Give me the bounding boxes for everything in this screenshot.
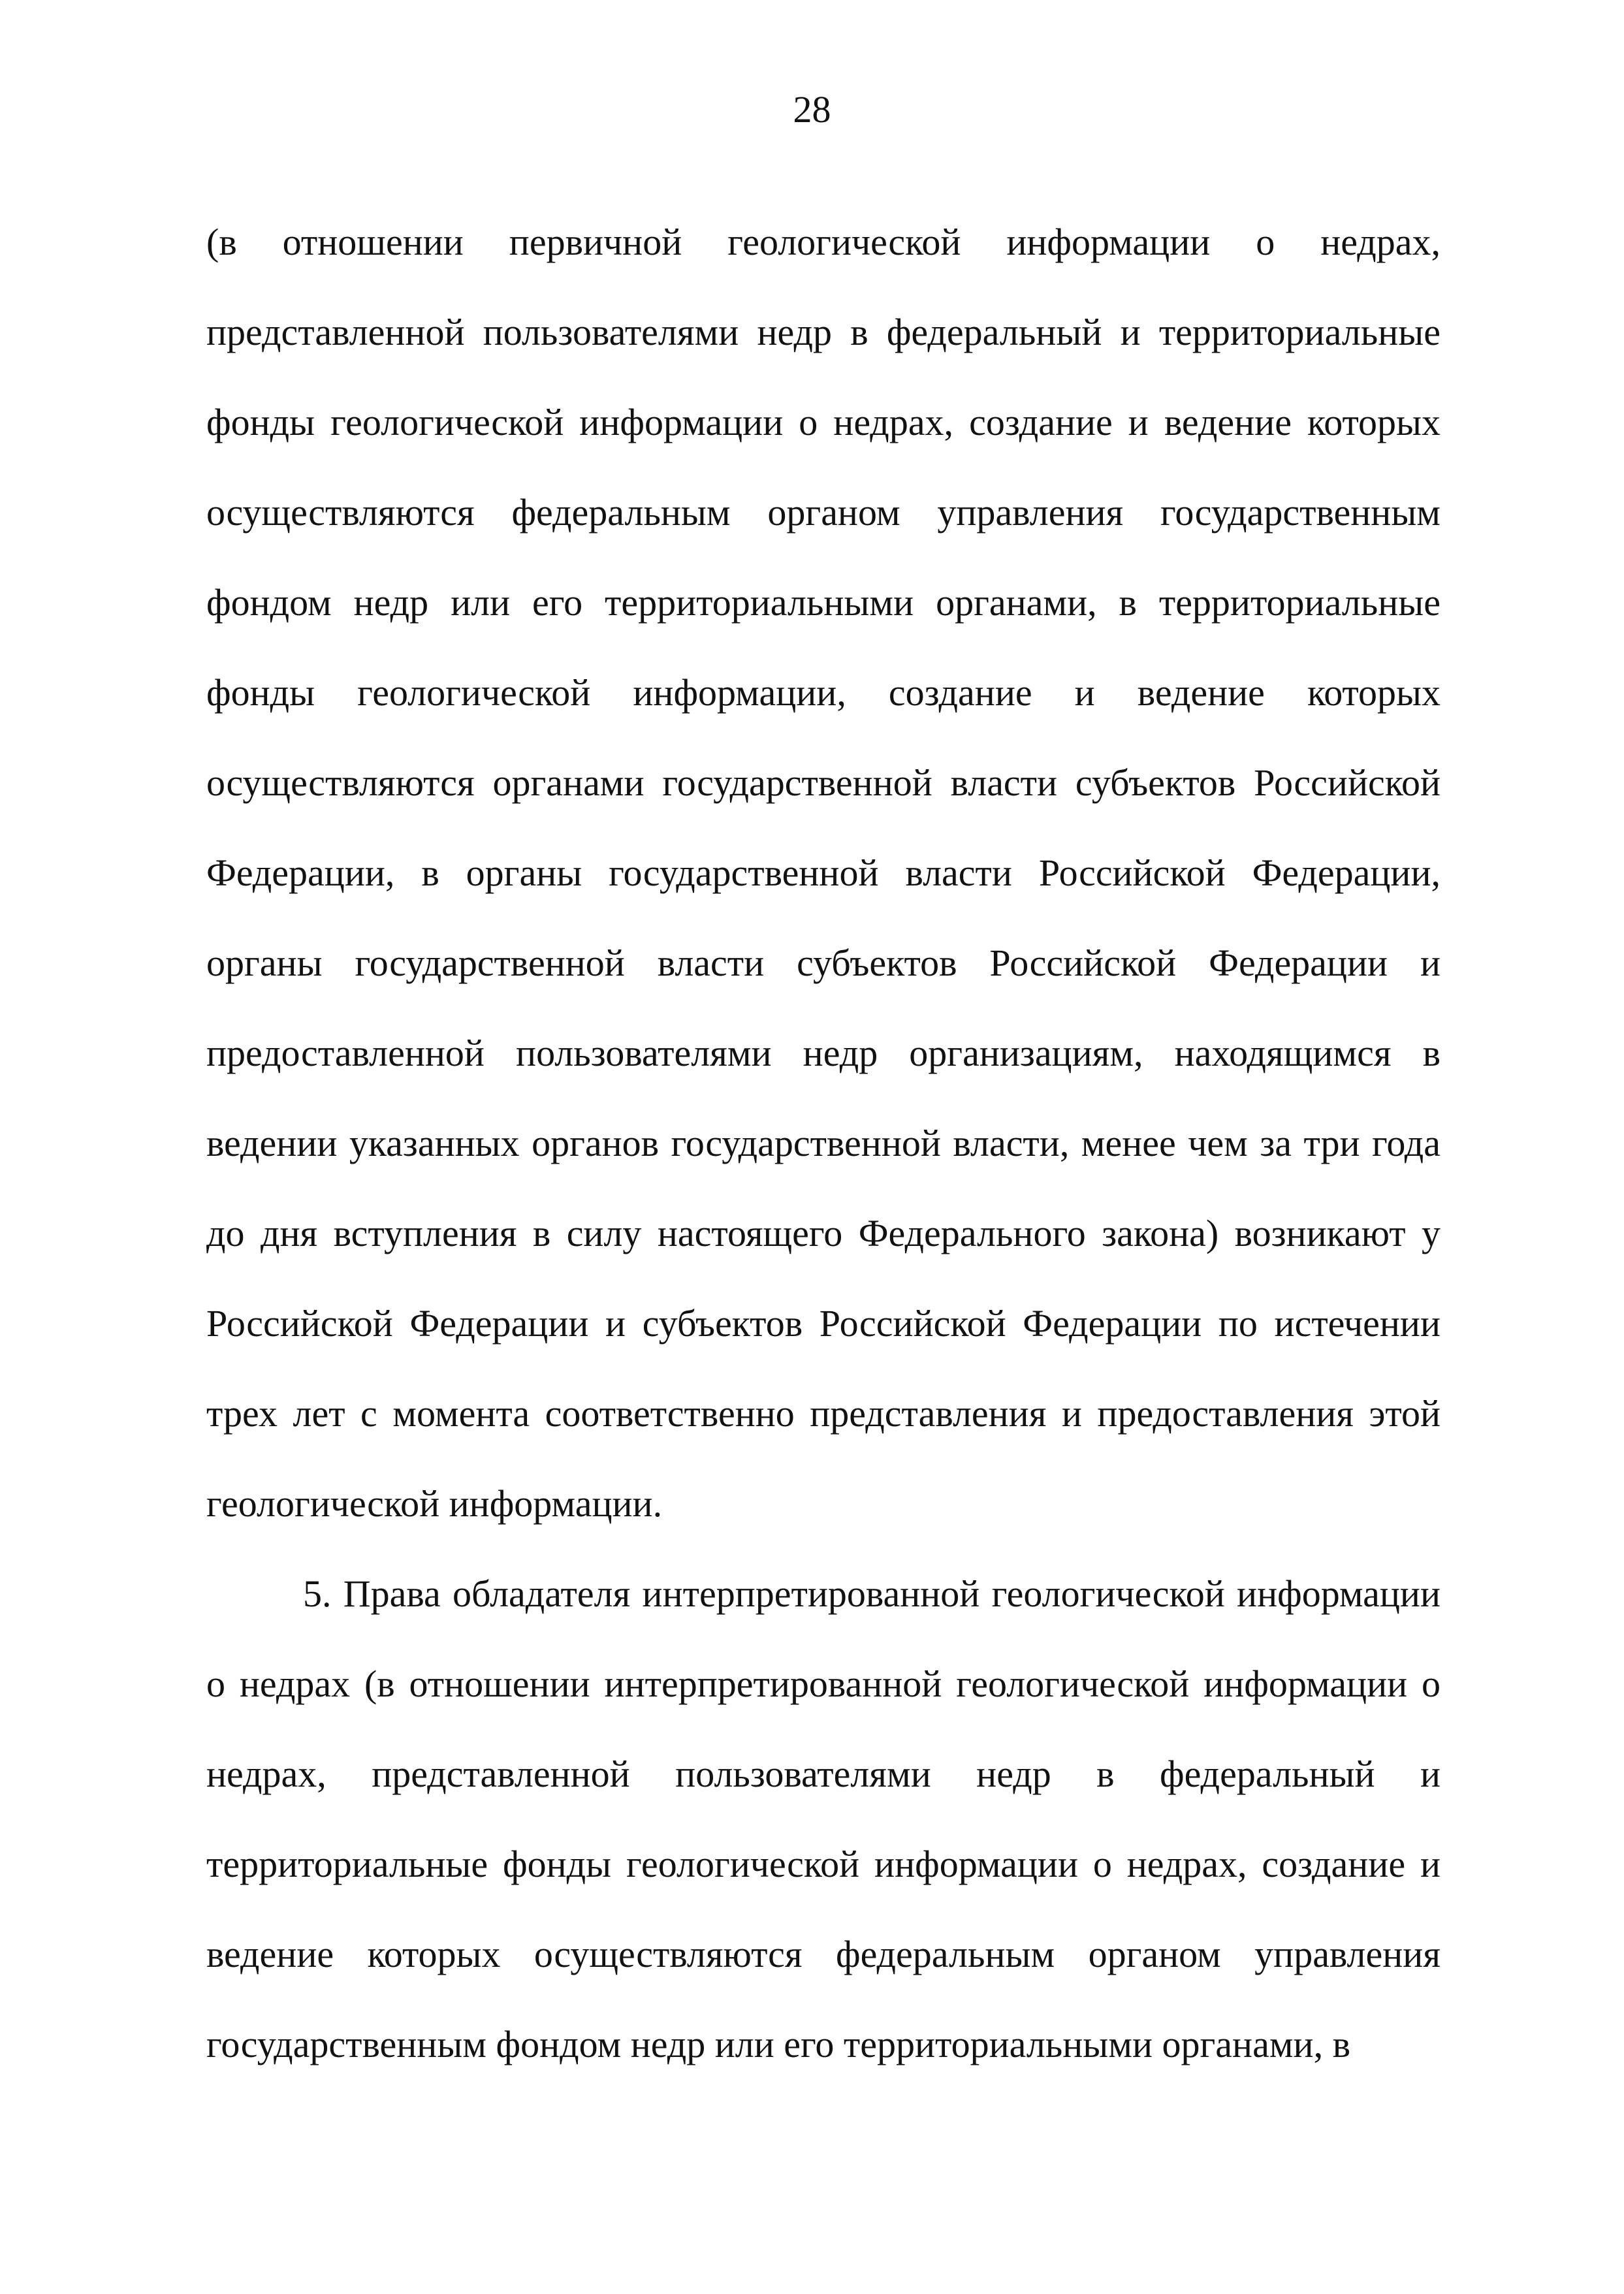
page-number: 28 xyxy=(793,88,831,131)
paragraph-5: 5. Права обладателя интерпретированной геологической информации о недрах (в отношении интерпретированной геологической информации о недрах, представленной пользователями недр в федеральный и территориальные фонды геологической информации о недрах, создание и ведение которых осуществляются федеральным органом управления государственным фондом недр или его территориальными органами, в xyxy=(206,1572,1441,2065)
document-body xyxy=(206,197,1441,2090)
paragraph-continuation: (в отношении первичной геологической информации о недрах, представленной пользователями недр в федеральный и территориальные фонды геологической информации о недрах, создание и ведение которых осуществляются федеральным органом управления государственным фондом недр или его территориальными органами, в территориальные фонды геологической информации, создание и ведение которых осуществляются органами государственной власти субъектов Российской Федерации, в органы государственной власти Российской Федерации, органы государственной власти субъектов Российской Федерации и предоставленной пользователями недр организациям, находящимся в ведении указанных органов государственной власти, менее чем за три года до дня вступления в силу настоящего Федерального закона) возникают у Российской Федерации и субъектов Российской Федерации по истечении трех лет с момента соответственно представления и предоставления этой геологической информации. xyxy=(206,221,1441,1525)
